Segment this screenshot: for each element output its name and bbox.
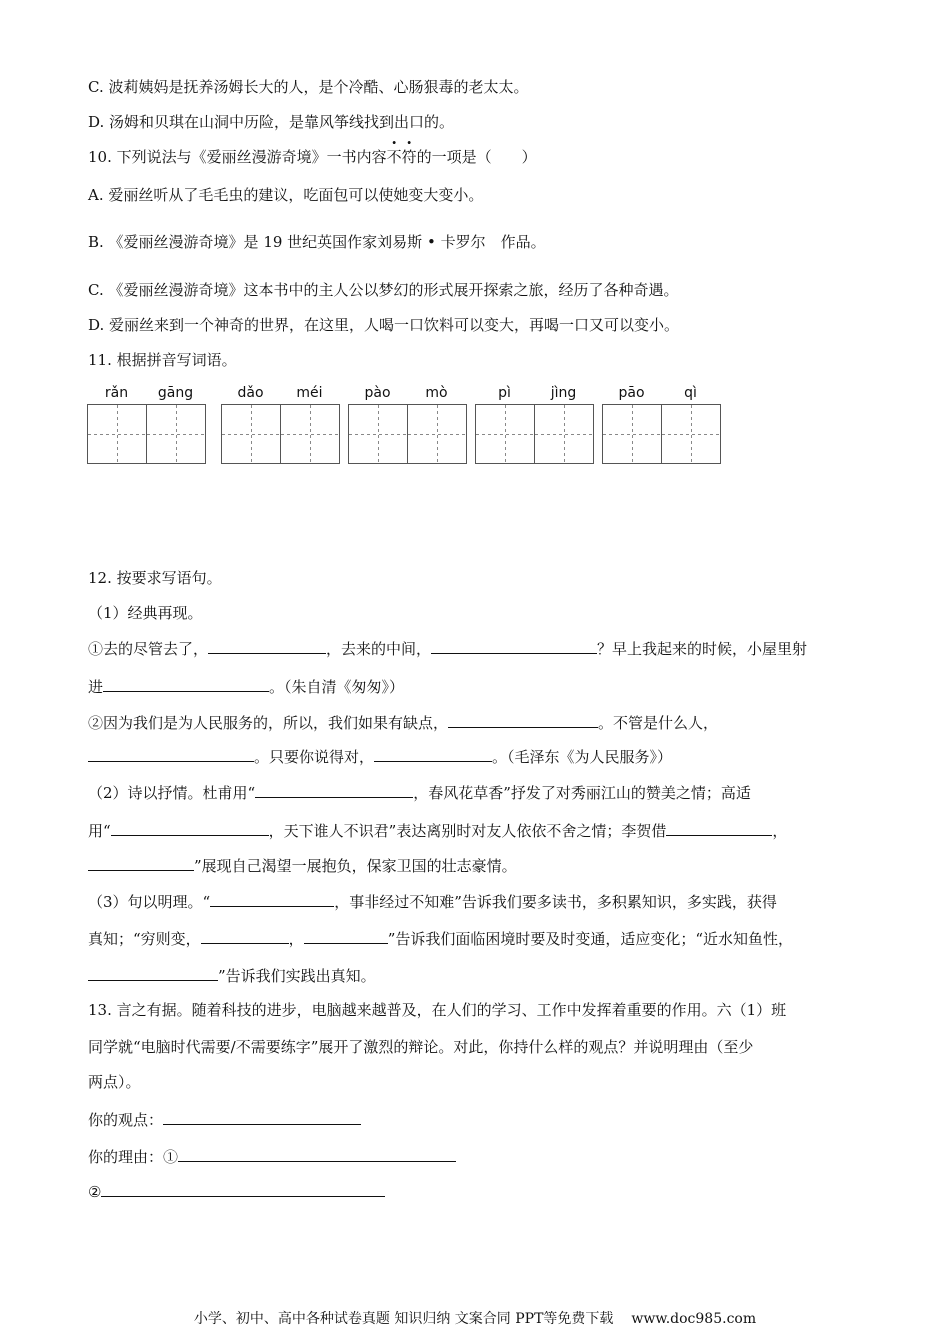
q12-part3-line2: [88, 927, 793, 950]
answer-blank[interactable]: [103, 675, 269, 692]
text: ，春风花草香”抒发了对秀丽江山的赞美之情；高适: [413, 784, 751, 802]
text: （2）诗以抒情。杜甫用“: [88, 784, 256, 802]
writing-cell[interactable]: [408, 405, 466, 463]
text: ”展现自己渴望一展抱负，保家卫国的壮志豪情。: [194, 857, 517, 875]
q13-line2: 同学就“电脑时代需要/不需要练字”展开了激烈的辩论。对此，你持什么样的观点？并说明理由（至少: [88, 1038, 754, 1056]
writing-cell[interactable]: [88, 405, 147, 463]
pinyin-label: jìng: [550, 385, 577, 401]
q11-stem: 11. 根据拼音写词语。: [88, 351, 237, 369]
q12-part2-line1: [88, 781, 751, 804]
q9-option-c: C. 波莉姨妈是抚养汤姆长大的人，是个冷酷、心肠狠毒的老太太。: [88, 78, 529, 96]
answer-blank[interactable]: [88, 964, 218, 981]
writing-cell[interactable]: [662, 405, 720, 463]
writing-cell[interactable]: [349, 405, 408, 463]
q12-part1-line2: [88, 675, 404, 698]
answer-blank[interactable]: [210, 890, 334, 907]
answer-blank[interactable]: [208, 637, 326, 654]
text: ②因为我们是为人民服务的，所以，我们如果有缺点，: [88, 714, 449, 732]
pinyin-group-5: [602, 382, 721, 464]
text: 。不管是什么人，: [598, 714, 719, 732]
q10-stem: [88, 146, 537, 168]
pinyin-group-3: [348, 382, 467, 464]
reason2-label: ②: [88, 1183, 102, 1201]
footer-site-link[interactable]: www.doc985.com: [631, 1311, 757, 1327]
q12-part2-line2: [88, 819, 787, 842]
q10-stem-pre: 10. 下列说法与《爱丽丝漫游奇境》一书内容: [88, 148, 387, 166]
text: ①去的尽管去了，: [88, 640, 209, 658]
q12-part3-line3: [88, 964, 376, 987]
answer-blank[interactable]: [111, 819, 269, 836]
pinyin-label: rǎn: [104, 385, 129, 401]
text: 。只要你说得对，: [254, 748, 375, 766]
answer-blank[interactable]: [201, 927, 289, 944]
pinyin-label: pāo: [618, 385, 645, 401]
text: ”告诉我们实践出真知。: [218, 967, 376, 985]
text: 。（朱自清《匆匆》）: [269, 678, 405, 696]
reason-label: 你的理由：①: [88, 1148, 179, 1166]
pinyin-label: pào: [364, 385, 391, 401]
text: ”告诉我们面临困境时要及时变通，适应变化；“近水知鱼性，: [387, 930, 794, 948]
text: （3）句以明理。“: [88, 893, 211, 911]
answer-blank[interactable]: [304, 927, 388, 944]
text: 。（毛泽东《为人民服务》）: [492, 748, 673, 766]
pinyin-label: pì: [498, 385, 511, 401]
q10-emphasis-1: 不: [386, 148, 402, 166]
text: 用“: [88, 822, 111, 840]
q13-line1: 13. 言之有据。随着科技的进步，电脑越来越普及，在人们的学习、工作中发挥着重要的作用。六（1）班: [88, 1001, 787, 1019]
answer-blank[interactable]: [448, 711, 598, 728]
q12-part3-line1: [88, 890, 777, 913]
q10-stem-post: 的一项是（ ）: [416, 148, 537, 166]
answer-blank[interactable]: [666, 819, 772, 836]
writing-cell[interactable]: [222, 405, 281, 463]
answer-blank[interactable]: [88, 745, 254, 762]
q13-reason2: [88, 1180, 385, 1203]
q12-stem: 12. 按要求写语句。: [88, 569, 222, 587]
writing-cell[interactable]: [603, 405, 662, 463]
text: 进: [88, 678, 104, 696]
pinyin-group-2: [221, 382, 340, 464]
q12-part2-line3: [88, 854, 517, 877]
q10-option-b: B. 《爱丽丝漫游奇境》是 19 世纪英国作家刘易斯 • 卡罗尔 作品。: [88, 233, 546, 251]
q12-part1-line4: [88, 745, 672, 768]
q12-part1-title: （1）经典再现。: [88, 604, 203, 622]
reason2-answer-blank[interactable]: [101, 1180, 385, 1197]
pinyin-label: méi: [296, 385, 323, 401]
q10-option-a: A. 爱丽丝听从了毛毛虫的建议，吃面包可以使她变大变小。: [88, 186, 484, 204]
text: ，: [772, 822, 788, 840]
pinyin-group-4: [475, 382, 594, 464]
pinyin-group-1: [87, 382, 206, 464]
text: ？早上我起来的时候，小屋里射: [597, 640, 808, 658]
q13-view: [88, 1108, 361, 1131]
q10-option-c: C. 《爱丽丝漫游奇境》这本书中的主人公以梦幻的形式展开探索之旅，经历了各种奇遇。: [88, 281, 679, 299]
q10-option-d: D. 爱丽丝来到一个神奇的世界，在这里，人喝一口饮料可以变大，再喝一口又可以变小。: [88, 316, 680, 334]
pinyin-label: qì: [684, 385, 697, 401]
reason1-answer-blank[interactable]: [178, 1145, 456, 1162]
writing-cell[interactable]: [535, 405, 593, 463]
pinyin-label: gāng: [157, 385, 194, 401]
text: ，事非经过不知难”告诉我们要多读书，多积累知识，多实践，获得: [334, 893, 777, 911]
q12-part1-line3: [88, 711, 718, 734]
view-label: 你的观点：: [88, 1111, 164, 1129]
pinyin-label: dǎo: [237, 385, 264, 401]
footer-text: 小学、初中、高中各种试卷真题 知识归纳 文案合同 PPT等免费下载: [193, 1311, 614, 1327]
page-footer: [0, 1308, 950, 1328]
text: ，天下谁人不识君”表达离别时对友人依依不舍之情；李贺借: [268, 822, 667, 840]
q12-part1-line1: [88, 637, 807, 660]
answer-blank[interactable]: [431, 637, 597, 654]
pinyin-label: mò: [425, 385, 448, 401]
writing-cell[interactable]: [147, 405, 205, 463]
answer-blank[interactable]: [374, 745, 492, 762]
q13-reason1: [88, 1145, 456, 1168]
q13-line3: 两点）。: [88, 1073, 141, 1091]
view-answer-blank[interactable]: [163, 1108, 361, 1125]
q10-emphasis-2: 符: [401, 148, 417, 166]
q9-option-d: D. 汤姆和贝琪在山洞中历险，是靠风筝线找到出口的。: [88, 113, 455, 131]
text: 真知；“穷则变，: [88, 930, 201, 948]
answer-blank[interactable]: [88, 854, 194, 871]
text: ，去来的中间，: [326, 640, 432, 658]
text: ，: [288, 930, 304, 948]
writing-cell[interactable]: [476, 405, 535, 463]
answer-blank[interactable]: [255, 781, 413, 798]
writing-cell[interactable]: [281, 405, 339, 463]
